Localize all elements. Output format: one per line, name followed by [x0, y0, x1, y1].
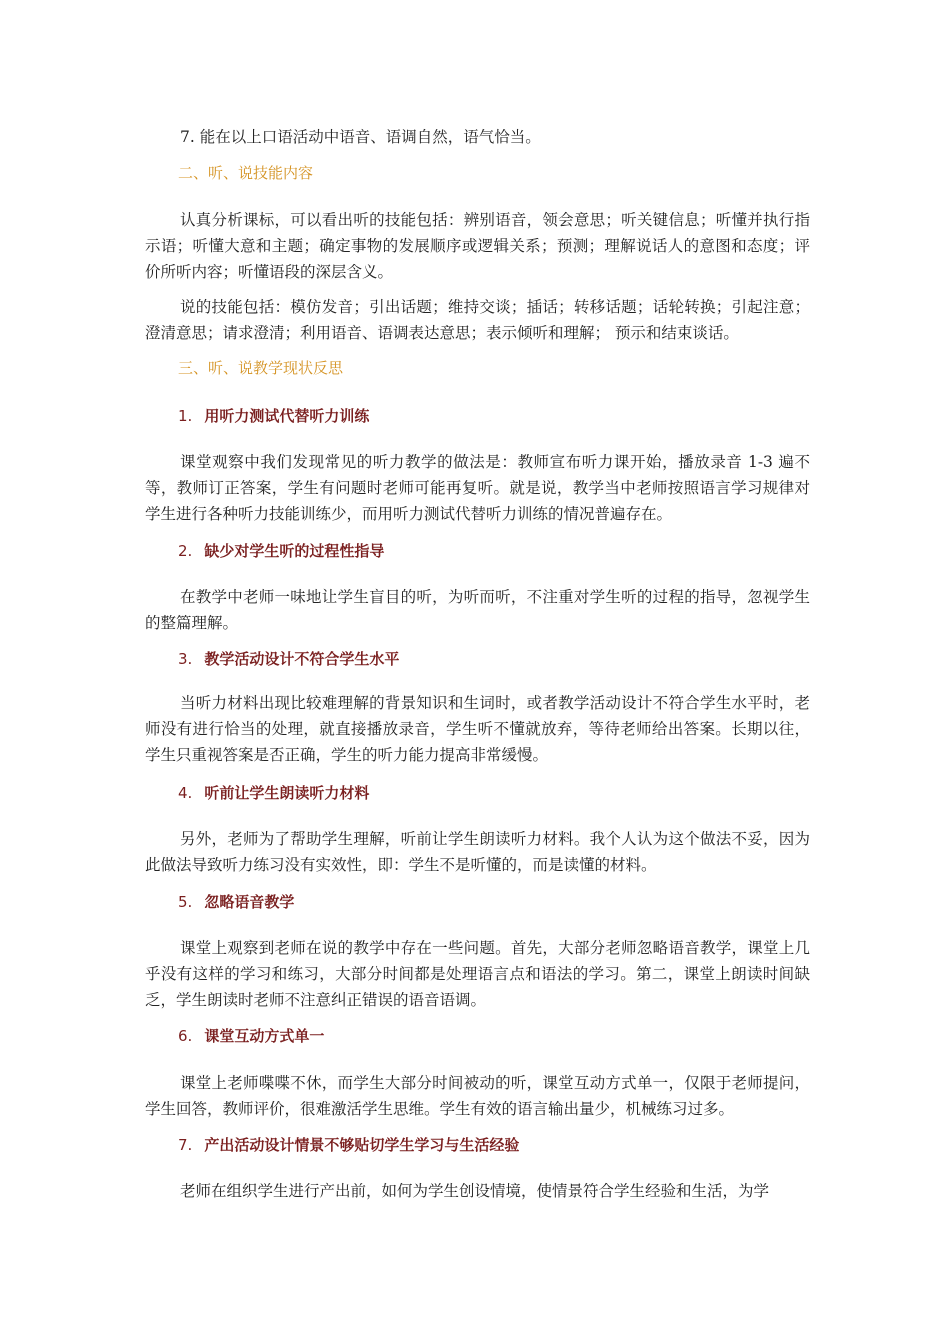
subheading-number: 5.: [178, 893, 193, 911]
paragraph-speaking-skills: 说的技能包括：模仿发音；引出话题；维持交谈；插话；转移话题；话轮转换；引起注意；澄清意思；请求澄清；利用语音、语调表达意思；表示倾听和理解； 预示和结束谈话。: [145, 298, 810, 342]
list-item-7: 7. 能在以上口语活动中语音、语调自然，语气恰当。: [180, 128, 541, 146]
subheading-title: 用听力测试代替听力训练: [204, 407, 370, 425]
paragraph-4: 另外，老师为了帮助学生理解，听前让学生朗读听力材料。我个人认为这个做法不妥，因为此做法导致听力练习没有实效性，即：学生不是听懂的，而是读懂的材料。: [145, 830, 810, 874]
paragraph-1: 课堂观察中我们发现常见的听力教学的做法是：教师宣布听力课开始，播放录音 1-3 遍不等，教师订正答案，学生有问题时老师可能再复听。就是说，教学当中老师按照语言学习规律对学生进行各种听力技能训练少，而用听力测试代替听力训练的情况普遍存在。: [145, 453, 810, 523]
subheading-number: 2.: [178, 542, 193, 560]
subheading-2: [178, 540, 384, 561]
subheading-title: 听前让学生朗读听力材料: [204, 784, 370, 802]
subheading-4: [178, 782, 369, 803]
subheading-7: [178, 1134, 519, 1155]
section-heading-3: 三、听、说教学现状反思: [178, 359, 344, 377]
subheading-title: 教学活动设计不符合学生水平: [204, 650, 400, 668]
paragraph-listening-skills: 认真分析课标，可以看出听的技能包括：辨别语音，领会意思；听关键信息；听懂并执行指示语；听懂大意和主题；确定事物的发展顺序或逻辑关系；预测；理解说话人的意图和态度；评价所听内容；听懂语段的深层含义。: [145, 211, 810, 281]
subheading-title: 课堂互动方式单一: [204, 1027, 325, 1045]
paragraph-7: 老师在组织学生进行产出前，如何为学生创设情境，使情景符合学生经验和生活，为学: [180, 1182, 770, 1200]
subheading-6: [178, 1025, 324, 1046]
section-heading-2: 二、听、说技能内容: [178, 164, 314, 182]
paragraph-6: 课堂上老师喋喋不休，而学生大部分时间被动的听，课堂互动方式单一，仅限于老师提问，学生回答，教师评价，很难激活学生思维。学生有效的语言输出量少，机械练习过多。: [145, 1074, 810, 1118]
subheading-number: 6.: [178, 1027, 193, 1045]
subheading-number: 4.: [178, 784, 193, 802]
subheading-title: 缺少对学生听的过程性指导: [204, 542, 385, 560]
subheading-number: 7.: [178, 1136, 193, 1154]
subheading-number: 3.: [178, 650, 193, 668]
subheading-1: [178, 405, 369, 426]
subheading-title: 忽略语音教学: [204, 893, 295, 911]
paragraph-3: 当听力材料出现比较难理解的背景知识和生词时，或者教学活动设计不符合学生水平时，老师没有进行恰当的处理，就直接播放录音，学生听不懂就放弃，等待老师给出答案。长期以往，学生只重视答案是否正确，学生的听力能力提高非常缓慢。: [145, 694, 810, 764]
subheading-title: 产出活动设计情景不够贴切学生学习与生活经验: [204, 1136, 520, 1154]
subheading-5: [178, 891, 294, 912]
subheading-3: [178, 648, 399, 669]
subheading-number: 1.: [178, 407, 193, 425]
paragraph-2: 在教学中老师一味地让学生盲目的听，为听而听，不注重对学生听的过程的指导，忽视学生的整篇理解。: [145, 588, 810, 632]
paragraph-5: 课堂上观察到老师在说的教学中存在一些问题。首先，大部分老师忽略语音教学，课堂上几乎没有这样的学习和练习，大部分时间都是处理语言点和语法的学习。第二，课堂上朗读时间缺乏，学生朗读时老师不注意纠正错误的语音语调。: [145, 939, 810, 1009]
